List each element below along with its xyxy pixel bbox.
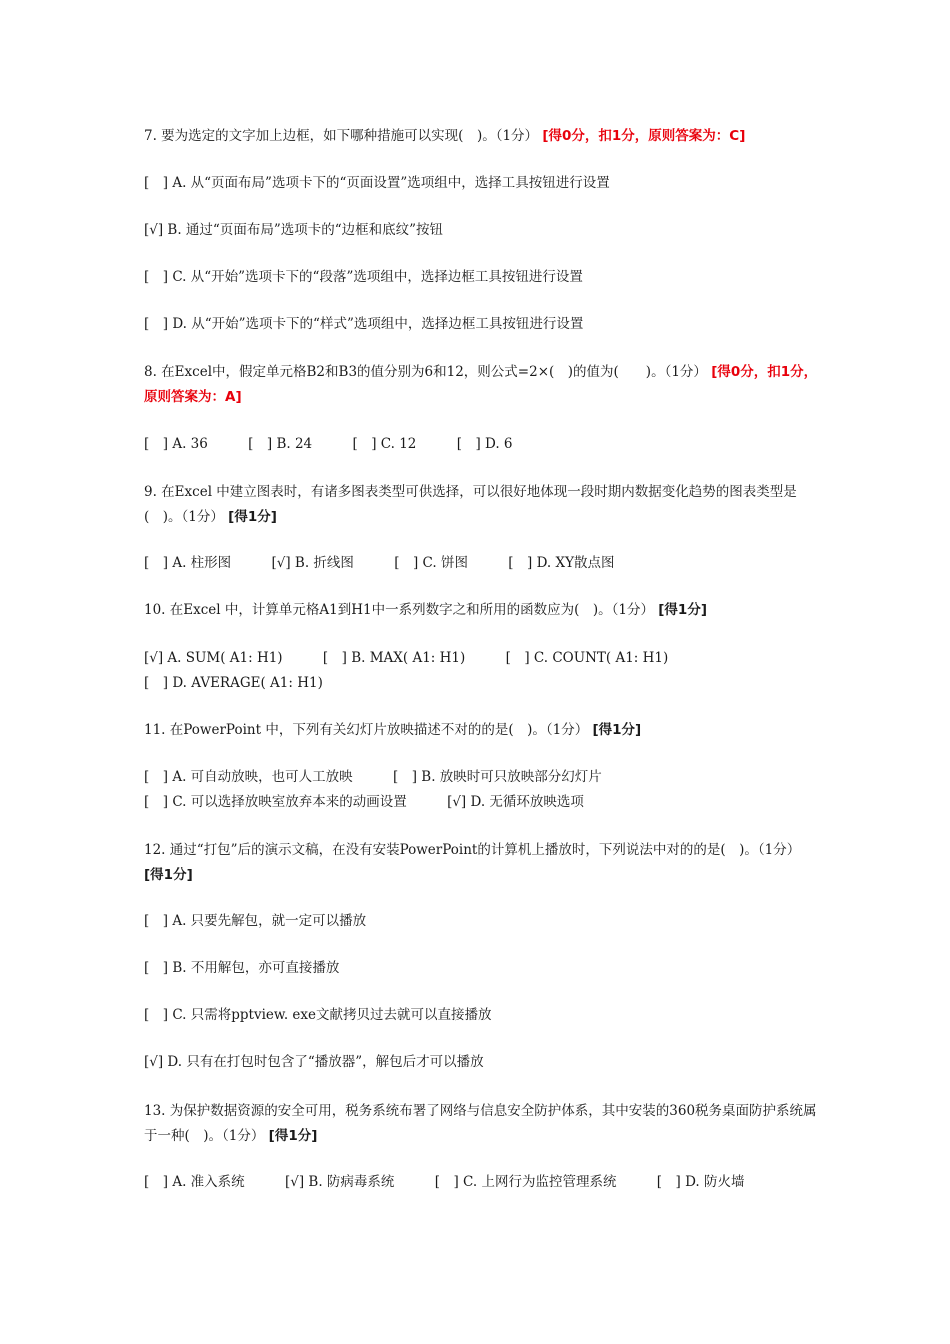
- question-11-stem: [144, 718, 824, 743]
- option-12b: [ ] B. 不用解包，亦可直接播放: [144, 960, 340, 976]
- score-result: [得1分]: [228, 509, 277, 525]
- question-text: 12. 通过“打包”后的演示文稿，在没有安装PowerPoint的计算机上播放时，下列说法中对的的是( )。（1分）: [144, 842, 801, 858]
- question-text: 10. 在Excel 中，计算单元格A1到H1中一系列数字之和所用的函数应为( )。（1分）: [144, 602, 654, 618]
- score-result: [得0分，扣1分，原则答案为：A]: [144, 364, 818, 405]
- option-13a: [ ] A. 准入系统: [144, 1174, 245, 1190]
- option-11d: [√] D. 无循环放映选项: [447, 794, 584, 810]
- option-9b: [√] B. 折线图: [271, 555, 354, 571]
- question-9-stem: [144, 480, 824, 530]
- option-8c: [ ] C. 12: [352, 436, 417, 452]
- option-8b: [ ] B. 24: [248, 436, 313, 452]
- question-13-options: [144, 1170, 824, 1195]
- score-result: [得1分]: [268, 1128, 318, 1144]
- question-12-stem: [144, 838, 824, 888]
- question-text: 11. 在PowerPoint 中，下列有关幻灯片放映描述不对的的是( )。（1分）: [144, 722, 589, 738]
- option-13d: [ ] D. 防火墙: [656, 1174, 745, 1190]
- option-8d: [ ] D. 6: [456, 436, 513, 452]
- score-result: [得0分，扣1分，原则答案为：C]: [542, 128, 746, 144]
- question-9-options: [144, 551, 824, 576]
- option-12d: [√] D. 只有在打包时包含了“播放器”，解包后才可以播放: [144, 1054, 484, 1070]
- question-text: 9. 在Excel 中建立图表时，有诸多图表类型可供选择，可以很好地体现一段时期内数据变化趋势的图表类型是( )。（1分）: [144, 484, 797, 525]
- option-10b: [ ] B. MAX( A1: H1): [322, 650, 466, 666]
- option-7d: [ ] D. 从“开始”选项卡下的“样式”选项组中，选择边框工具按钮进行设置: [144, 316, 584, 332]
- score-result: [得1分]: [144, 867, 193, 883]
- option-7b: [√] B. 通过“页面布局”选项卡的“边框和底纹”按钮: [144, 222, 444, 238]
- option-10d: [ ] D. AVERAGE( A1: H1): [144, 675, 323, 691]
- question-8-stem: [144, 360, 824, 410]
- option-13c: [ ] C. 上网行为监控管理系统: [434, 1174, 617, 1190]
- score-result: [得1分]: [658, 602, 707, 618]
- option-11a: [ ] A. 可自动放映，也可人工放映: [144, 769, 353, 785]
- question-10-options: [144, 646, 824, 696]
- question-10-stem: [144, 598, 824, 623]
- option-9a: [ ] A. 柱形图: [144, 555, 232, 571]
- option-11b: [ ] B. 放映时可只放映部分幻灯片: [392, 769, 602, 785]
- option-9c: [ ] C. 饼图: [394, 555, 468, 571]
- option-12a: [ ] A. 只要先解包，就一定可以播放: [144, 913, 367, 929]
- score-result: [得1分]: [592, 722, 642, 738]
- question-11-options: [144, 765, 824, 815]
- question-text: 13. 为保护数据资源的安全可用，税务系统布署了网络与信息安全防护体系，其中安装的360税务桌面防护系统属于一种( )。（1分）: [144, 1103, 817, 1144]
- question-13-stem: [144, 1099, 824, 1149]
- option-11c: [ ] C. 可以选择放映室放弃本来的动画设置: [144, 794, 407, 810]
- option-12c: [ ] C. 只需将pptview. exe文献拷贝过去就可以直接播放: [144, 1007, 492, 1023]
- option-7a: [ ] A. 从“页面布局”选项卡下的“页面设置”选项组中，选择工具按钮进行设置: [144, 175, 610, 191]
- option-8a: [ ] A. 36: [144, 436, 208, 452]
- question-text: 7. 要为选定的文字加上边框，如下哪种措施可以实现( )。（1分）: [144, 128, 539, 144]
- option-10c: [ ] C. COUNT( A1: H1): [505, 650, 669, 666]
- question-7-stem: [144, 124, 824, 149]
- question-text: 8. 在Excel中，假定单元格B2和B3的值分别为6和12，则公式=2×( )的值为( )。（1分）: [144, 364, 707, 380]
- option-7c: [ ] C. 从“开始”选项卡下的“段落”选项组中，选择边框工具按钮进行设置: [144, 269, 583, 285]
- option-9d: [ ] D. XY散点图: [508, 555, 615, 571]
- option-13b: [√] B. 防病毒系统: [284, 1174, 395, 1190]
- option-10a: [√] A. SUM( A1: H1): [144, 650, 283, 666]
- question-8-options: [144, 432, 824, 457]
